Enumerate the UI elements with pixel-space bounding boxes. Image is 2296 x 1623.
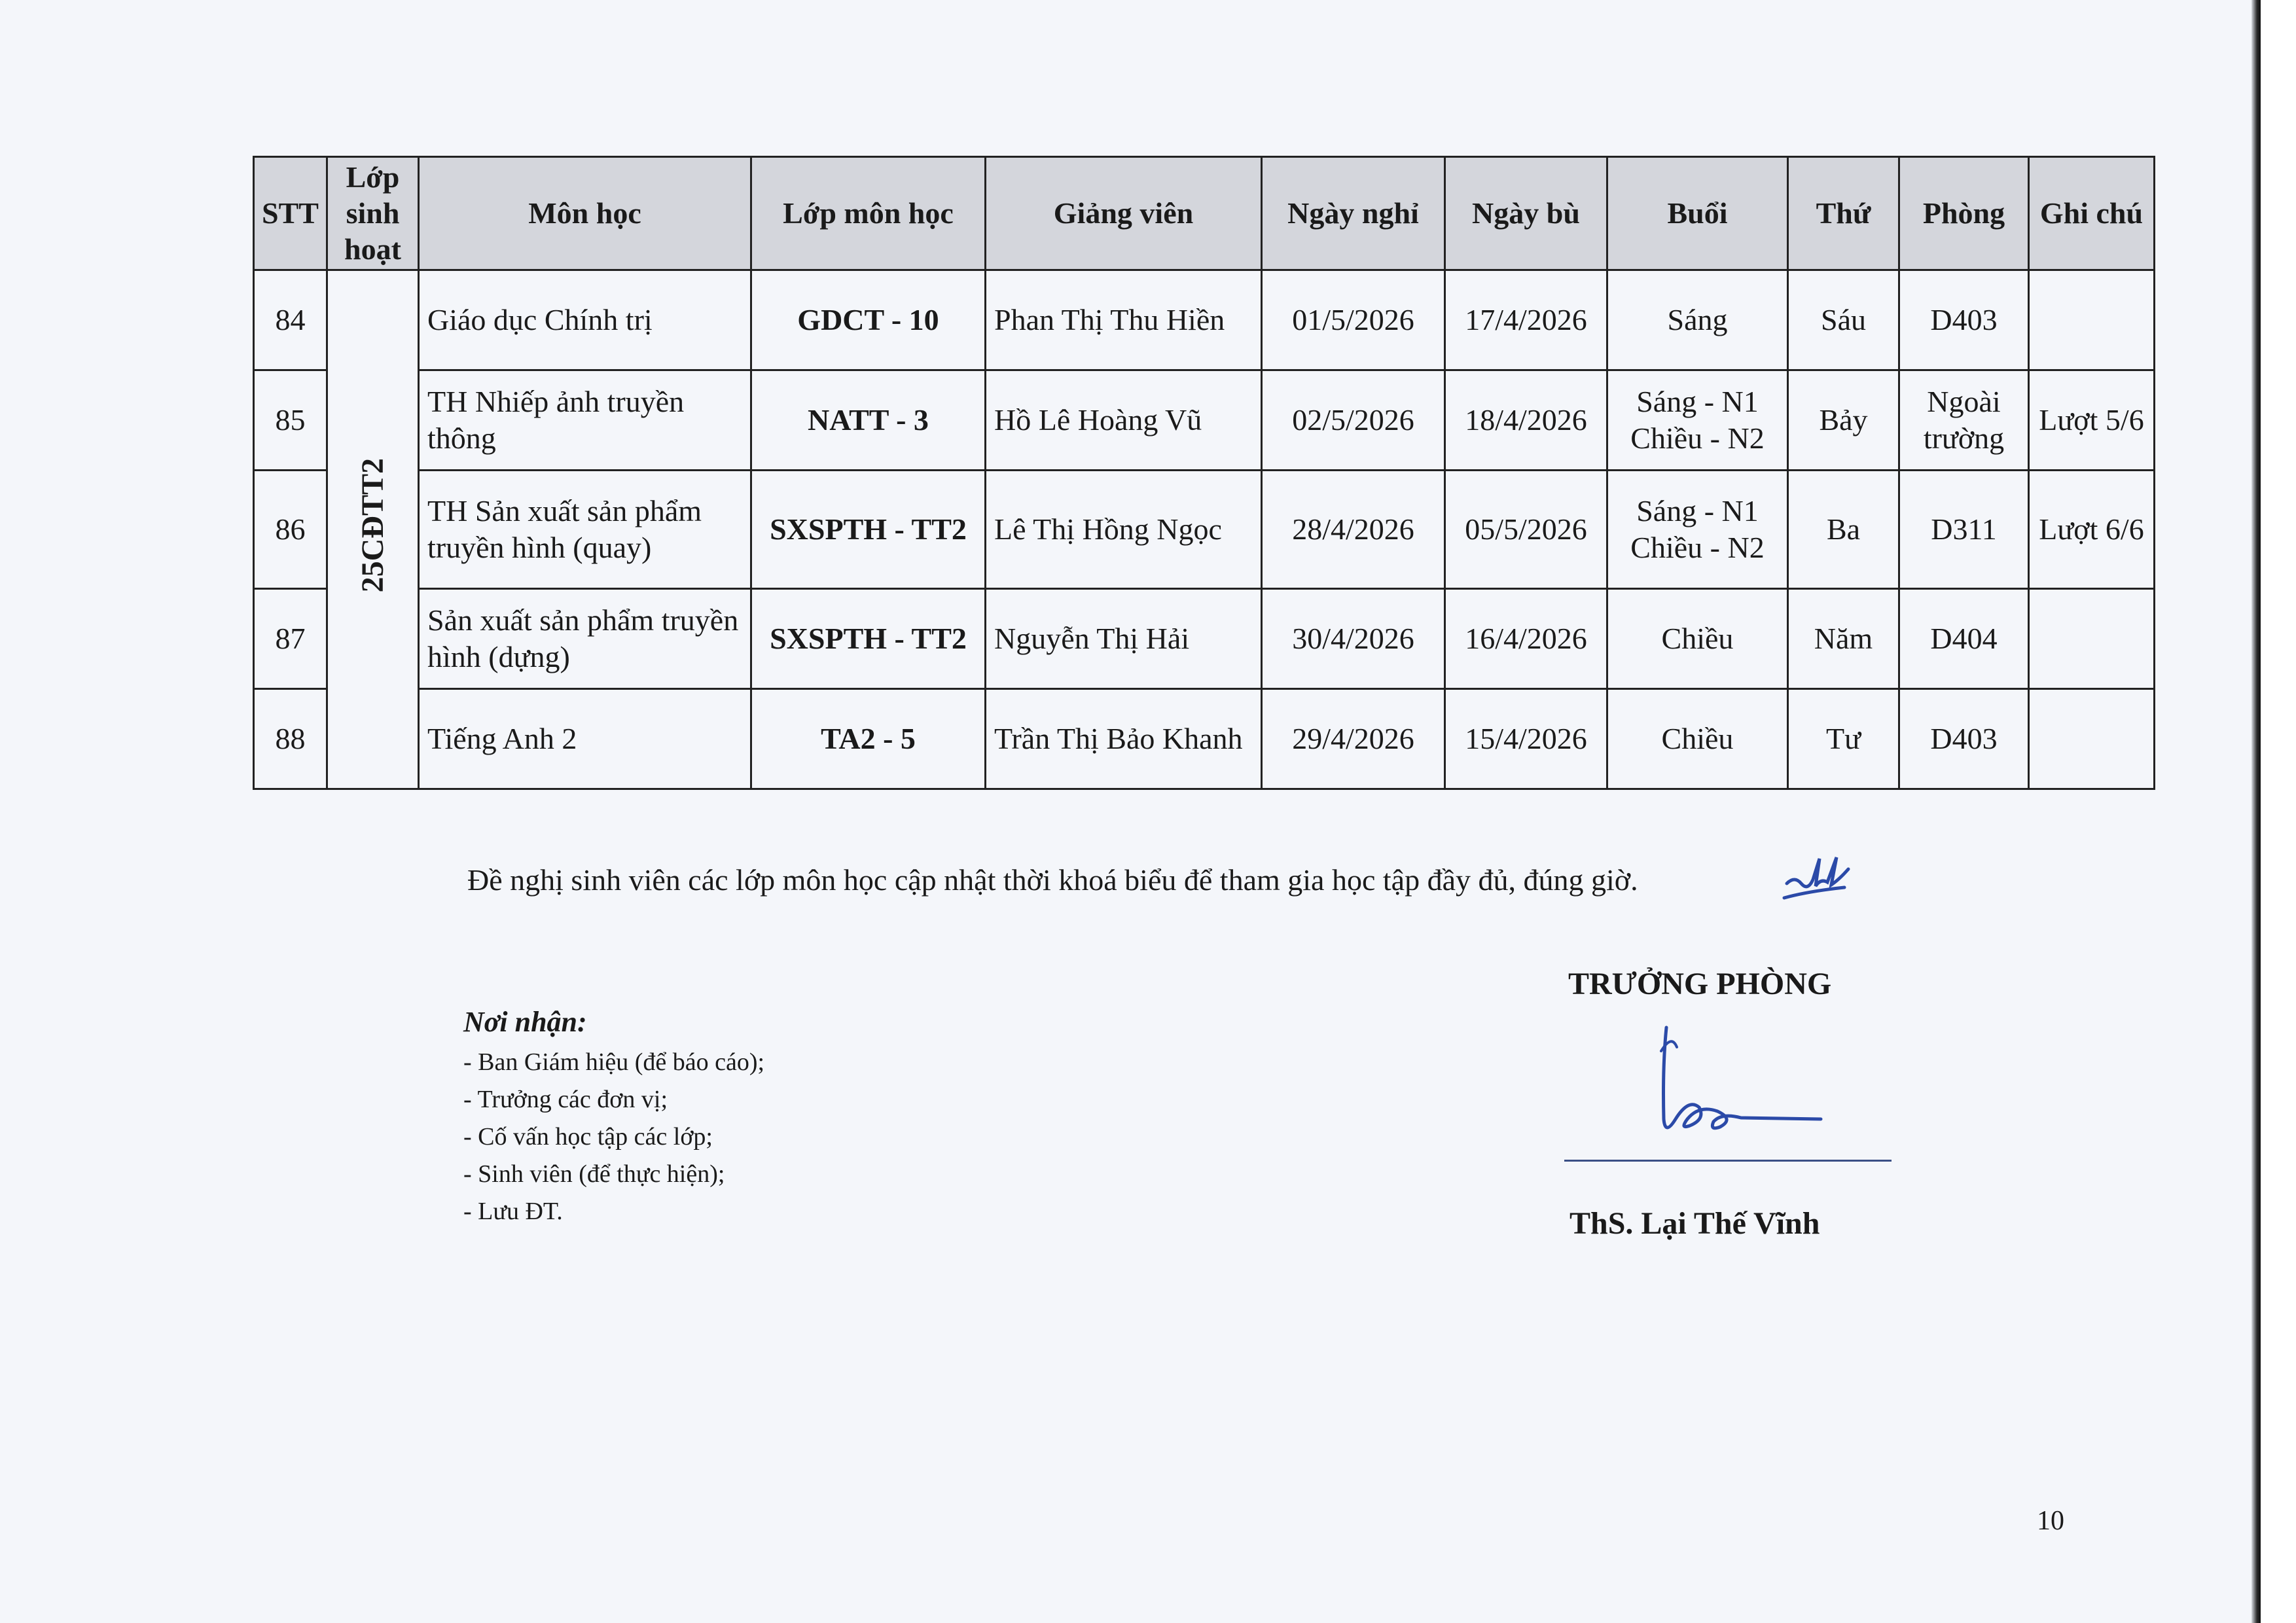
cell-thu: Bảy [1788,370,1899,470]
recipients-title: Nơi nhận: [463,1006,587,1038]
cell-ghi-chu [2029,270,2155,370]
signature-underline [1564,1160,1892,1162]
table-row [254,470,2155,588]
table-row [254,370,2155,470]
header-mon-hoc: Môn học [419,157,751,270]
cell-thu: Sáu [1788,270,1899,370]
cell-buoi: Sáng [1607,270,1788,370]
list-item: - Ban Giám hiệu (để báo cáo); [463,1048,765,1076]
cell-stt: 87 [254,588,327,688]
cell-mon-hoc: Sản xuất sản phẩm truyền hình (dựng) [419,588,751,688]
header-ngay-nghi: Ngày nghỉ [1262,157,1445,270]
cell-ngay-bu: 17/4/2026 [1445,270,1607,370]
header-ghi-chu: Ghi chú [2029,157,2155,270]
recipients-list [463,1044,764,1230]
cell-buoi: Sáng - N1 Chiều - N2 [1607,370,1788,470]
cell-lop-mon-hoc: SXSPTH - TT2 [751,470,986,588]
student-notice: Đề nghị sinh viên các lớp môn học cập nhật thời khoá biểu để tham gia học tập đầy đủ, đúng giờ. [467,863,1638,897]
cell-phong: D403 [1899,688,2029,789]
signer-name: ThS. Lại Thế Vĩnh [1570,1206,1820,1241]
header-thu: Thứ [1788,157,1899,270]
cell-phong: D311 [1899,470,2029,588]
cell-ngay-bu: 16/4/2026 [1445,588,1607,688]
cell-lop-mon-hoc: TA2 - 5 [751,688,986,789]
header-phong: Phòng [1899,157,2029,270]
schedule-table [253,156,2155,790]
scan-margin [2261,0,2296,1623]
cell-ngay-bu: 18/4/2026 [1445,370,1607,470]
cell-thu: Ba [1788,470,1899,588]
cell-ghi-chu: Lượt 6/6 [2029,470,2155,588]
cell-thu: Tư [1788,688,1899,789]
cell-stt: 84 [254,270,327,370]
cell-ghi-chu [2029,688,2155,789]
cell-ngay-nghi: 29/4/2026 [1262,688,1445,789]
cell-stt: 88 [254,688,327,789]
cell-stt: 85 [254,370,327,470]
cell-stt: 86 [254,470,327,588]
list-item: - Sinh viên (để thực hiện); [463,1160,725,1188]
cell-ngay-bu: 15/4/2026 [1445,688,1607,789]
cell-buoi: Sáng - N1 Chiều - N2 [1607,470,1788,588]
cell-ngay-nghi: 30/4/2026 [1262,588,1445,688]
list-item: - Cố vấn học tập các lớp; [463,1123,713,1150]
cell-thu: Năm [1788,588,1899,688]
recipients-block [463,1005,764,1230]
initials-mark-icon [1782,849,1854,908]
cell-phong: D404 [1899,588,2029,688]
header-buoi: Buổi [1607,157,1788,270]
cell-giang-vien: Hồ Lê Hoàng Vũ [986,370,1262,470]
cell-ngay-nghi: 01/5/2026 [1262,270,1445,370]
signature-icon [1636,1021,1833,1145]
cell-mon-hoc: TH Nhiếp ảnh truyền thông [419,370,751,470]
header-stt: STT [254,157,327,270]
cell-phong: Ngoài trường [1899,370,2029,470]
table-row [254,270,2155,370]
cell-phong: D403 [1899,270,2029,370]
header-giang-vien: Giảng viên [986,157,1262,270]
table-header-row [254,157,2155,270]
cell-giang-vien: Lê Thị Hồng Ngọc [986,470,1262,588]
cell-ngay-bu: 05/5/2026 [1445,470,1607,588]
table-row [254,688,2155,789]
cell-lop-mon-hoc: NATT - 3 [751,370,986,470]
cell-lop-mon-hoc: GDCT - 10 [751,270,986,370]
cell-ngay-nghi: 28/4/2026 [1262,470,1445,588]
header-lop-mon-hoc: Lớp môn học [751,157,986,270]
cell-giang-vien: Phan Thị Thu Hiền [986,270,1262,370]
cell-mon-hoc: Tiếng Anh 2 [419,688,751,789]
cell-buoi: Chiều [1607,588,1788,688]
cell-mon-hoc: Giáo dục Chính trị [419,270,751,370]
list-item: - Lưu ĐT. [463,1198,563,1225]
cell-lop-mon-hoc: SXSPTH - TT2 [751,588,986,688]
page-edge-shadow [2251,0,2261,1623]
cell-ghi-chu: Lượt 5/6 [2029,370,2155,470]
signer-title: TRƯỞNG PHÒNG [1568,967,1832,1001]
class-group-label: 25CĐTT2 [355,457,390,593]
cell-giang-vien: Nguyễn Thị Hải [986,588,1262,688]
cell-ngay-nghi: 02/5/2026 [1262,370,1445,470]
page-number: 10 [2037,1506,2064,1536]
cell-buoi: Chiều [1607,688,1788,789]
cell-mon-hoc: TH Sản xuất sản phẩm truyền hình (quay) [419,470,751,588]
header-lop-sinh-hoat: Lớp sinh hoạt [327,157,419,270]
table-row [254,588,2155,688]
cell-class-group [327,270,419,789]
header-ngay-bu: Ngày bù [1445,157,1607,270]
cell-ghi-chu [2029,588,2155,688]
list-item: - Trưởng các đơn vị; [463,1086,668,1113]
cell-giang-vien: Trần Thị Bảo Khanh [986,688,1262,789]
